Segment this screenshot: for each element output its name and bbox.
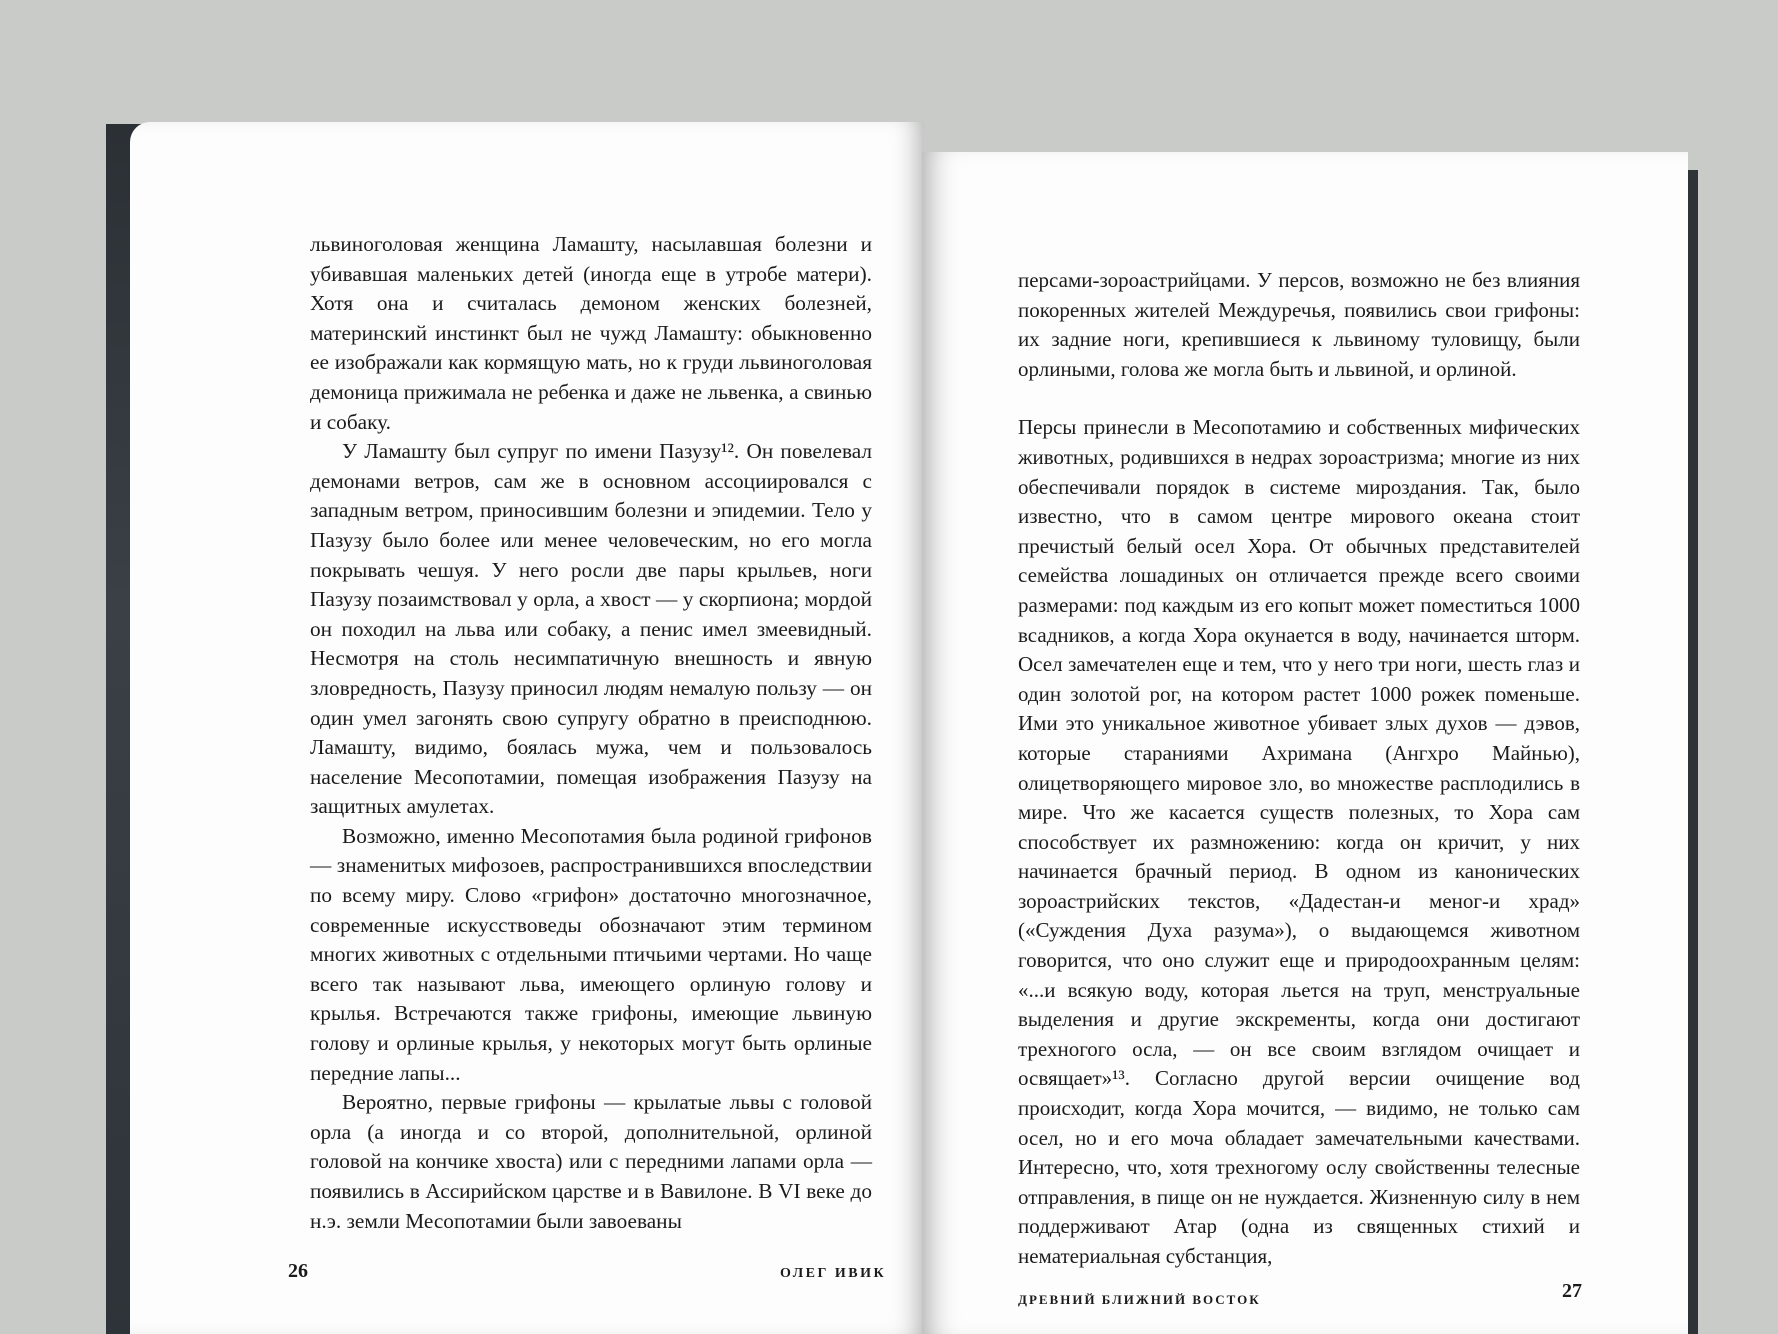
paragraph: У Ламашту был супруг по имени Пазузу¹². Он повелевал демонами ветров, сам же в основном ассоциировался с западным ветром, приносившим болезни и эпидемии. Тело у Пазузу было более или менее человеческим, но его могла покрывать чешуя. У него росли две пары крыльев, ноги Пазузу позаимствовал у орла, а хвост — у скорпиона; мордой он походил на льва или собаку, а пенис имел змеевидный. Несмотря на столь несимпатичную внешность и явную зловредность, Пазузу приносил людям немалую пользу — он один умел загонять свою супругу обратно в преисподнюю. Ламашту, видимо, боялась мужа, чем и пользовалось население Месопотамии, помещая изображения Пазузу на защитных амулетах. xyxy=(310,439,872,819)
left-page-body xyxy=(310,230,872,1236)
paragraph: львиноголовая женщина Ламашту, насылавшая болезни и убивавшая маленьких детей (иногда еще в утробе матери). Хотя она и считалась демоном женских болезней, материнский инстинкт был не чужд Ламашту: обыкновенно ее изображали как кормящую мать, но к груди львиноголовая демоница прижимала не ребенка и даже не львенка, а свинью и собаку. xyxy=(310,232,872,434)
page-number: 27 xyxy=(1562,1280,1582,1302)
running-head-author: ОЛЕГ ИВИК xyxy=(780,1266,887,1281)
paragraph: персами-зороастрийцами. У персов, возможно не без влияния покоренных жителей Междуречья, появились свои грифоны: их задние ноги, крепившиеся к львиному туловищу, были орлиными, голова же могла быть и львиной, и орлиной. xyxy=(1018,268,1580,381)
page-number: 26 xyxy=(288,1260,308,1282)
paragraph: Возможно, именно Месопотамия была родиной грифонов — знаменитых мифозоев, распространившихся впоследствии по всему миру. Слово «грифон» достаточно многозначное, современные искусствоведы обозначают этим термином многих животных с отдельными птичьими чертами. Но чаще всего так называют льва, имеющего орлиную голову и крылья. Встречаются также грифоны, имеющие львиную голову и орлиные крылья, у некоторых могут быть орлиные передние лапы... xyxy=(310,823,872,1085)
paragraph: Вероятно, первые грифоны — крылатые львы с головой орла (а иногда и со второй, дополнительной, орлиной головой на кончике хвоста) или с передними лапами орла — появились в Ассирийском царстве и в Вавилоне. В VI веке до н.э. земли Месопотамии были завоеваны xyxy=(310,1090,872,1233)
right-page-body xyxy=(1018,266,1580,1272)
left-page xyxy=(130,122,924,1334)
running-head-section: ДРЕВНИЙ БЛИЖНИЙ ВОСТОК xyxy=(1018,1292,1261,1307)
right-page xyxy=(922,152,1688,1334)
paragraph: Персы принесли в Месопотамию и собственных мифических животных, родившихся в недрах зороастризма; многие из них обеспечивали порядок в системе мироздания. Так, было известно, что в самом центре мирового океана стоит пречистый белый осел Хора. От обычных представителей семейства лошадиных он отличается прежде всего своими размерами: под каждым из его копыт может поместиться 1000 всадников, а когда Хора окунается в воду, начинается шторм. Осел замечателен еще и тем, что у него три ноги, шесть глаз и один золотой рог, на котором растет 1000 рожек поменьше. Ими это уникальное животное убивает злых духов — дэвов, которые стараниями Ахримана (Ангхро Майнью), олицетворяющего мировое зло, во множестве расплодились в мире. Что же касается существ полезных, то Хора сам способствует их размножению: когда он кричит, у них начинается брачный период. В одном из канонических зороастрийских текстов, «Дадестан-и меног-и храд» («Суждения Духа разума»), о выдающемся животном говорится, что оно служит еще и природоохранным целям: «...и всякую воду, которая льется на труп, менструальные выделения и другие экскременты, когда они достигают трехногого осла, — он все своим взглядом очищает и освящает»¹³. Согласно другой версии очищение вод происходит, когда Хора мочится, — видимо, не только сам осел, но и его моча обладает замечательными качествами. Интересно, что, хотя трехногому ослу свойственны телесные отправления, в пище он не нуждается. Жизненную силу в нем поддерживают Атар (одна из священных стихий и нематериальная субстанция, xyxy=(1018,415,1580,1268)
